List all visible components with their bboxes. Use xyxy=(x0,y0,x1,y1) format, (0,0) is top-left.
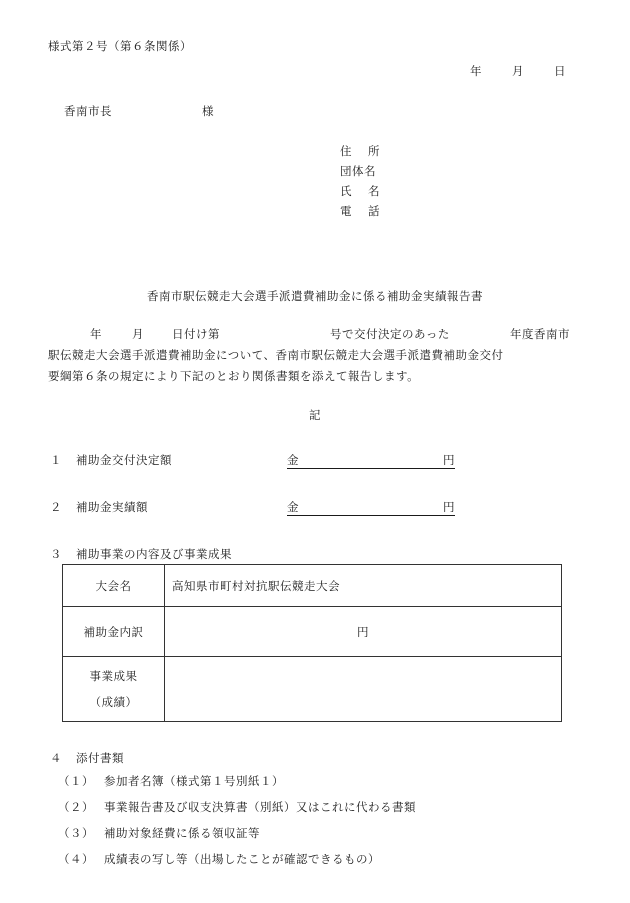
event-name-value: 高知県市町村対抗駅伝競走大会 xyxy=(165,565,562,607)
list-item xyxy=(58,799,538,825)
item-2-unit: 円 xyxy=(443,500,455,514)
body-year: 年 xyxy=(90,327,102,341)
result-label-main: 事業成果 xyxy=(89,669,138,683)
results-table xyxy=(62,564,562,722)
item-2-prefix: 金 xyxy=(287,500,299,514)
item-3-label: 補助事業の内容及び事業成果 xyxy=(76,547,232,561)
item-2 xyxy=(50,499,460,519)
result-value xyxy=(165,657,562,722)
item-4-number: ４ xyxy=(50,751,62,765)
attachment-text: 参加者名簿（様式第１号別紙１） xyxy=(104,774,284,788)
form-number: 様式第２号（第６条関係） xyxy=(48,39,192,53)
table-row xyxy=(63,565,562,607)
list-item xyxy=(58,825,538,851)
applicant-phone-label xyxy=(340,203,380,223)
addressee xyxy=(64,103,214,119)
item-1 xyxy=(50,452,460,472)
document-title: 香南市駅伝競走大会選手派遣費補助金に係る補助金実績報告書 xyxy=(147,289,483,303)
applicant-block xyxy=(340,143,380,223)
phone-char-1: 電 xyxy=(340,204,352,218)
item-1-label: 補助金交付決定額 xyxy=(76,453,172,467)
body-line-1 xyxy=(48,326,588,347)
item-1-number: １ xyxy=(50,453,62,467)
result-label xyxy=(63,657,165,722)
item-1-amount-field xyxy=(287,452,455,469)
table-row xyxy=(63,657,562,722)
attachment-list xyxy=(58,773,538,877)
addressee-suffix: 様 xyxy=(202,104,214,118)
breakdown-label: 補助金内訳 xyxy=(63,607,165,657)
attachment-text: 事業報告書及び収支決算書（別紙）又はこれに代わる書類 xyxy=(104,800,416,814)
attachment-number: （２） xyxy=(58,800,94,814)
applicant-address-label xyxy=(340,143,380,163)
list-item xyxy=(58,851,538,877)
item-2-label: 補助金実績額 xyxy=(76,500,148,514)
breakdown-value: 円 xyxy=(165,607,562,657)
phone-char-2: 話 xyxy=(368,204,380,218)
date-day: 日 xyxy=(554,64,566,78)
date-year: 年 xyxy=(470,64,482,78)
item-1-prefix: 金 xyxy=(287,453,299,467)
item-4-label: 添付書類 xyxy=(76,751,124,765)
attachment-number: （１） xyxy=(58,774,94,788)
ki-heading: 記 xyxy=(309,408,321,422)
body-date-number: 日付け第 xyxy=(172,327,220,341)
body-line-2: 駅伝競走大会選手派遣費補助金について、香南市駅伝競走大会選手派遣費補助金交付 xyxy=(48,348,504,362)
name-char-2: 名 xyxy=(368,184,380,198)
name-char-1: 氏 xyxy=(340,184,352,198)
addressee-title: 香南市長 xyxy=(64,104,112,118)
item-1-unit: 円 xyxy=(443,453,455,467)
item-3-heading xyxy=(50,546,232,562)
attachment-number: （４） xyxy=(58,852,94,866)
result-label-sub: （成績） xyxy=(89,695,138,709)
item-2-number: ２ xyxy=(50,500,62,514)
event-name-label: 大会名 xyxy=(63,565,165,607)
attachment-text: 成績表の写し等（出場したことが確認できるもの） xyxy=(104,852,380,866)
applicant-name-label xyxy=(340,183,380,203)
date-line xyxy=(470,63,566,79)
item-2-amount-field xyxy=(287,499,455,516)
applicant-org-label: 団体名 xyxy=(340,164,376,178)
table-row xyxy=(63,607,562,657)
item-4-heading xyxy=(50,750,124,766)
item-3-number: ３ xyxy=(50,547,62,561)
attachment-text: 補助対象経費に係る領収証等 xyxy=(104,826,260,840)
body-line-3: 要綱第６条の規定により下記のとおり関係書類を添えて報告します。 xyxy=(48,369,420,383)
list-item xyxy=(58,773,538,799)
body-text xyxy=(48,326,588,389)
body-fiscal-year: 年度香南市 xyxy=(510,327,570,341)
date-month: 月 xyxy=(512,64,524,78)
attachment-number: （３） xyxy=(58,826,94,840)
address-char-1: 住 xyxy=(340,144,352,158)
body-month: 月 xyxy=(132,327,144,341)
body-decision-text: 号で交付決定のあった xyxy=(330,327,450,341)
address-char-2: 所 xyxy=(368,144,380,158)
